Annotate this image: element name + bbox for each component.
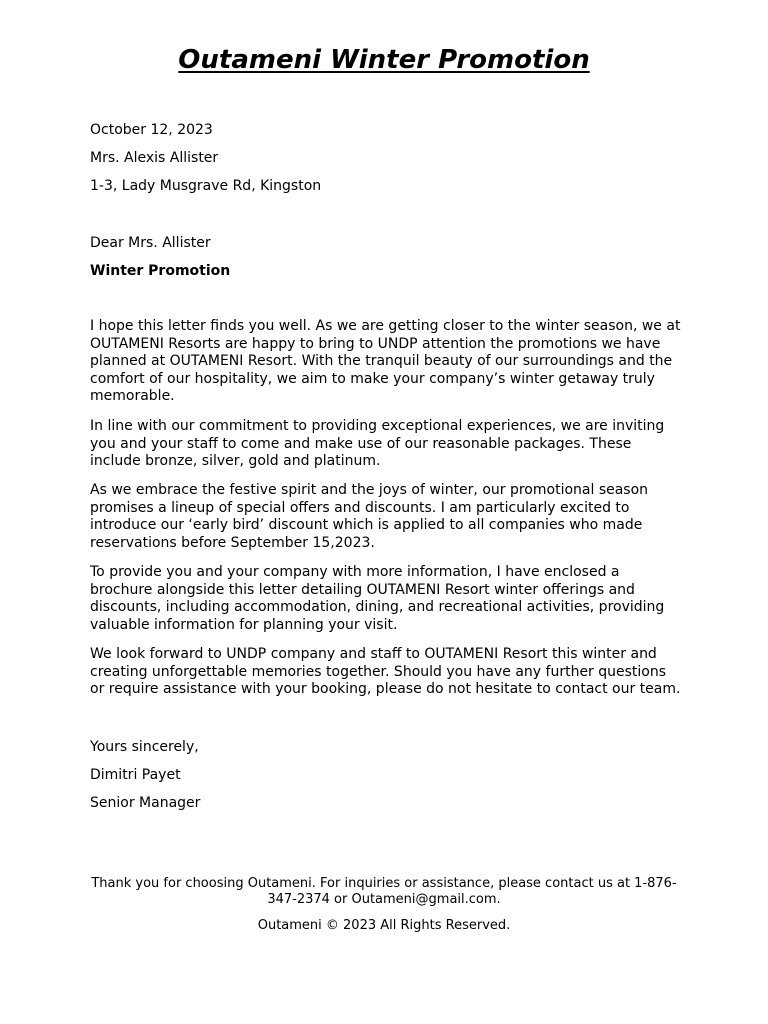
body-paragraph: I hope this letter finds you well. As we are getting closer to the winter season, we at OUTAMENI Resorts are happy to bring to UNDP attention the promotions we have planned at OUTAMENI Resort. With the tranquil beauty of our surroundings and the comfort of our hospitality, we aim to make your company’s winter getaway truly memorable. bbox=[90, 318, 681, 405]
recipient-address: 1-3, Lady Musgrave Rd, Kingston bbox=[90, 178, 322, 194]
footer-copyright: Outameni © 2023 All Rights Reserved. bbox=[257, 918, 511, 933]
letter-title: Outameni Winter Promotion bbox=[178, 45, 590, 75]
subject-line: Winter Promotion bbox=[90, 263, 231, 279]
signer-name: Dimitri Payet bbox=[90, 767, 181, 783]
footer-contact: Thank you for choosing Outameni. For inquiries or assistance, please contact us at 1-876-347-2374 or Outameni@gmail.com. bbox=[91, 876, 677, 907]
closing: Yours sincerely, bbox=[90, 739, 199, 755]
salutation: Dear Mrs. Allister bbox=[90, 235, 211, 251]
signer-title: Senior Manager bbox=[90, 795, 201, 811]
body-paragraph: In line with our commitment to providing exceptional experiences, we are inviting you and your staff to come and make use of our reasonable packages. These include bronze, silver, gold and platinum. bbox=[90, 418, 665, 470]
body-paragraph: We look forward to UNDP company and staff to OUTAMENI Resort this winter and creating unforgettable memories together. Should you have any further questions or require assistance with your booking, please do not hesitate to contact our team. bbox=[90, 646, 681, 698]
letter-date: October 12, 2023 bbox=[90, 122, 213, 138]
recipient-name: Mrs. Alexis Allister bbox=[90, 150, 219, 166]
body-paragraph: As we embrace the festive spirit and the joys of winter, our promotional season promises a lineup of special offers and discounts. I am particularly excited to introduce our ‘early bird’ discount which is applied to all companies who made reservations before September 15,2023. bbox=[90, 482, 649, 551]
body-paragraph: To provide you and your company with more information, I have enclosed a brochure alongside this letter detailing OUTAMENI Resort winter offerings and discounts, including accommodation, dining, and recreational activities, providing valuable information for planning your visit. bbox=[90, 564, 665, 633]
